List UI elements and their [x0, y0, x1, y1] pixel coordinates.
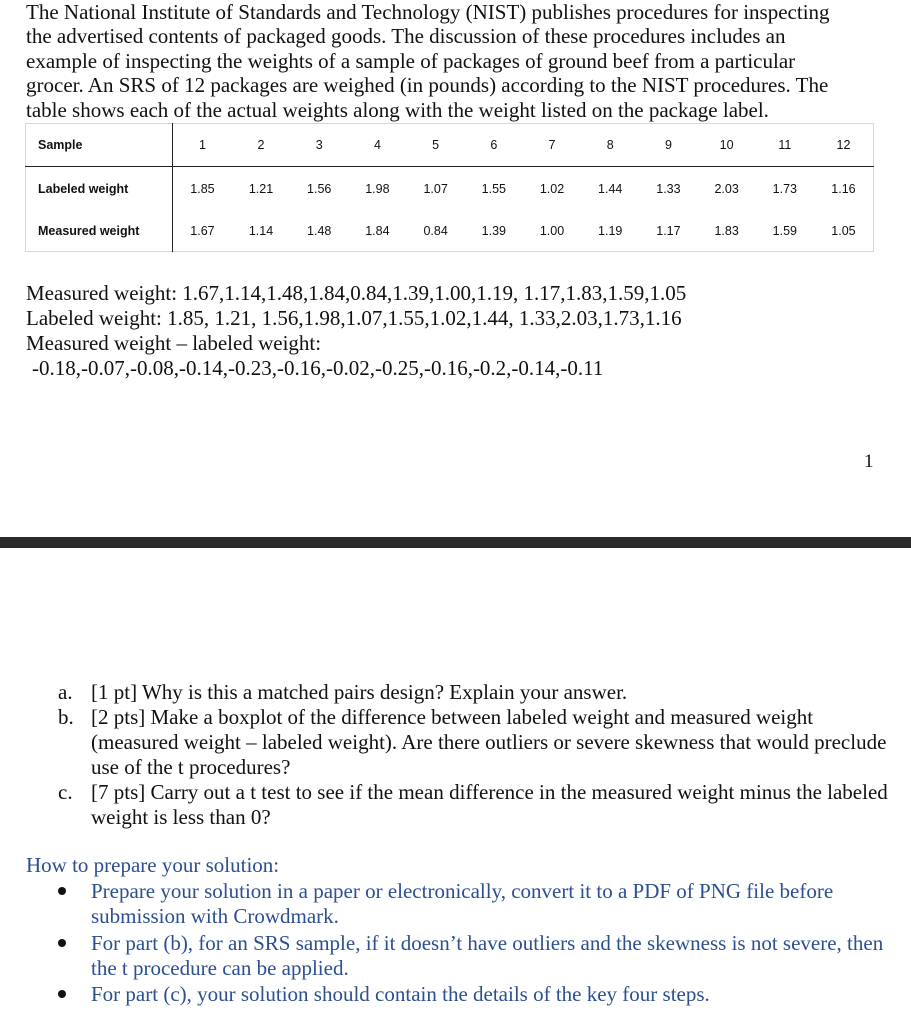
instruction-item — [26, 982, 896, 1007]
sample-row-label: Sample — [26, 124, 173, 167]
bullet-icon — [26, 879, 91, 929]
table-cell: 1.73 — [772, 182, 797, 196]
intro-line: the advertised contents of packaged goods. The discussion of these procedures includes an — [26, 24, 786, 49]
instruction-text: For part (b), for an SRS sample, if it doesn’t have outliers and the skewness is not severe, then the t procedure can be applied. — [91, 930, 884, 980]
sample-number: 8 — [581, 124, 639, 167]
sample-header-row — [26, 124, 874, 167]
sample-number: 2 — [232, 124, 290, 167]
difference-values-line: -0.18,-0.07,-0.08,-0.14,-0.23,-0.16,-0.02,-0.25,-0.16,-0.2,-0.14,-0.11 — [32, 356, 604, 380]
instruction-item — [26, 931, 896, 981]
table-cell: 1.14 — [248, 224, 274, 238]
difference-label: Measured weight – labeled weight: — [26, 331, 322, 355]
page-divider — [0, 537, 911, 548]
question-item — [58, 780, 888, 830]
table-cell: 1.16 — [831, 182, 856, 196]
measured-row-label: Measured weight — [26, 211, 173, 252]
solution-instructions — [26, 853, 896, 1009]
table-cell: 2.03 — [714, 182, 739, 196]
question-label: c. — [58, 780, 73, 804]
sample-number: 7 — [523, 124, 581, 167]
table-cell: 1.44 — [598, 182, 623, 196]
table-cell: 1.17 — [656, 224, 681, 238]
question-text: [1 pt] Why is this a matched pairs design? Explain your answer. — [91, 680, 628, 704]
sample-number: 3 — [290, 124, 348, 167]
question-text: [7 pts] Carry out a t test to see if the mean difference in the measured weight minus the labeled weight is less than 0? — [91, 780, 888, 829]
table-cell: 1.02 — [539, 182, 565, 196]
table-cell: 1.84 — [365, 224, 390, 238]
page-number: 1 — [864, 451, 874, 472]
computed-values — [26, 281, 686, 381]
weights-table — [25, 123, 874, 252]
sample-number: 11 — [756, 124, 814, 167]
question-item — [58, 680, 888, 705]
table-cell: 1.21 — [248, 182, 274, 196]
table-cell: 1.55 — [481, 182, 506, 196]
sample-number: 12 — [814, 124, 874, 167]
intro-line: grocer. An SRS of 12 packages are weighed (in pounds) according to the NIST procedures. The — [26, 73, 829, 98]
question-label: a. — [58, 680, 73, 704]
question-item — [58, 705, 888, 780]
sample-number: 6 — [465, 124, 523, 167]
table-cell: 1.19 — [598, 224, 623, 238]
bullet-icon — [26, 931, 91, 981]
instructions-title: How to prepare your solution: — [26, 853, 280, 877]
question-list — [58, 680, 888, 830]
instruction-text: For part (c), your solution should contain the details of the key four steps. — [91, 982, 710, 1006]
sample-number: 10 — [698, 124, 756, 167]
table-cell: 1.48 — [307, 224, 332, 238]
problem-intro — [26, 0, 896, 122]
instruction-item — [26, 879, 896, 929]
labeled-row-label: Labeled weight — [26, 167, 173, 212]
table-cell: 1.07 — [423, 182, 448, 196]
sample-number: 1 — [173, 124, 232, 167]
table-cell: 1.85 — [190, 182, 215, 196]
sample-number: 4 — [348, 124, 406, 167]
measured-values-line: Measured weight: 1.67,1.14,1.48,1.84,0.84,1.39,1.00,1.19, 1.17,1.83,1.59,1.05 — [26, 281, 687, 305]
table-cell: 1.59 — [772, 224, 797, 238]
table-cell: 0.84 — [423, 224, 448, 238]
measured-weight-row — [26, 211, 874, 252]
table-cell: 1.39 — [481, 224, 506, 238]
table-cell: 1.56 — [307, 182, 332, 196]
table-cell: 1.33 — [656, 182, 681, 196]
question-label: b. — [58, 705, 74, 729]
question-text: [2 pts] Make a boxplot of the difference between labeled weight and measured weight (measured weight – labeled weight). Are there outliers or severe skewness that would preclude use of the t procedures? — [91, 705, 887, 779]
labeled-weight-row — [26, 167, 874, 212]
table-cell: 1.05 — [831, 224, 856, 238]
instruction-text: Prepare your solution in a paper or electronically, convert it to a PDF of PNG file before submission with Crowdmark. — [91, 879, 834, 928]
table-cell: 1.00 — [539, 224, 565, 238]
intro-line: The National Institute of Standards and Technology (NIST) publishes procedures for inspecting — [26, 0, 830, 24]
intro-line: example of inspecting the weights of a sample of packages of ground beef from a particular — [26, 48, 796, 73]
intro-line: table shows each of the actual weights along with the weight listed on the package label. — [26, 97, 769, 122]
table-cell: 1.67 — [190, 224, 215, 238]
labeled-values-line: Labeled weight: 1.85, 1.21, 1.56,1.98,1.07,1.55,1.02,1.44, 1.33,2.03,1.73,1.16 — [26, 306, 682, 330]
table-cell: 1.98 — [365, 182, 390, 196]
sample-number: 9 — [639, 124, 697, 167]
sample-number: 5 — [407, 124, 465, 167]
bullet-icon — [26, 982, 91, 1007]
table-cell: 1.83 — [714, 224, 739, 238]
